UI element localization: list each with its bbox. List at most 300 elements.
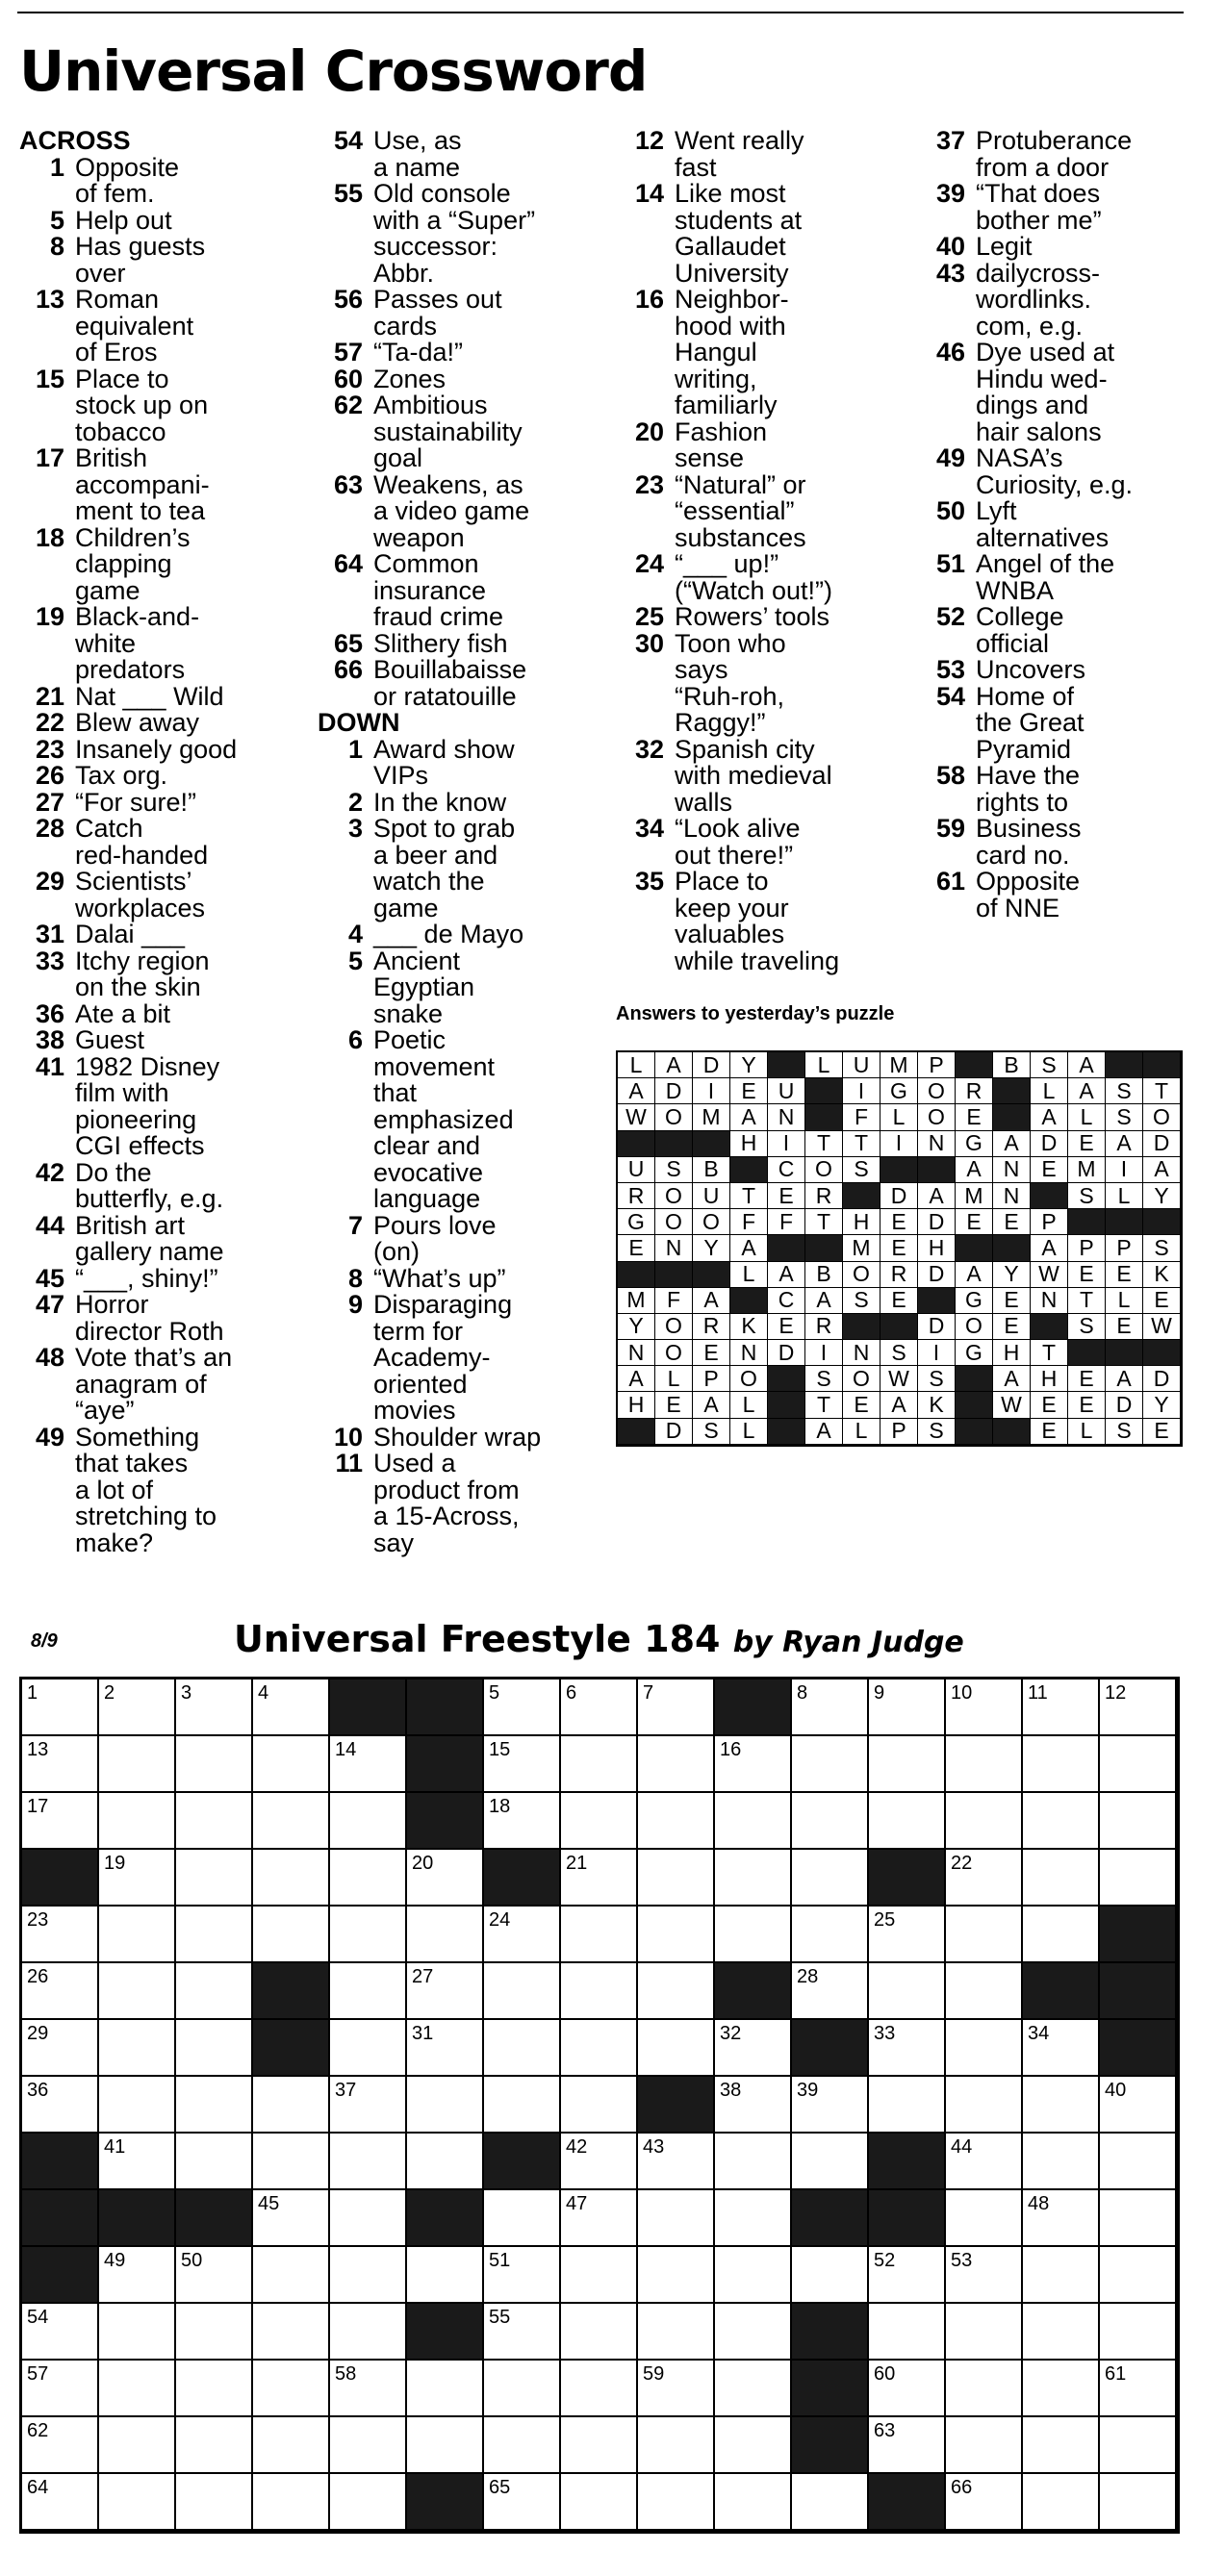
clue-number: 64 xyxy=(333,549,363,578)
clue-text: Bouillabaisse or ratatouille xyxy=(373,655,527,711)
clue-item xyxy=(920,445,1218,498)
clue-item xyxy=(19,710,318,737)
grid-cell[interactable] xyxy=(1023,2134,1100,2190)
across-heading: ACROSS xyxy=(19,126,131,155)
clue-number: 28 xyxy=(35,814,64,843)
grid-cell[interactable] xyxy=(792,2247,869,2304)
grid-cell[interactable] xyxy=(715,2304,792,2361)
cell-number: 60 xyxy=(874,2363,896,2385)
clue-text: Dye used at Hindu wed- dings and hair salons xyxy=(976,338,1115,446)
grid-cell[interactable] xyxy=(638,1963,715,2020)
answer-cell: M xyxy=(1068,1157,1106,1183)
clue-number: 34 xyxy=(634,814,664,843)
clue-text: Rowers’ tools xyxy=(675,602,830,631)
grid-cell[interactable] xyxy=(330,1850,407,1907)
clue-number: 36 xyxy=(35,998,64,1028)
grid-cell[interactable] xyxy=(1100,2077,1177,2134)
grid-cell[interactable] xyxy=(946,2304,1023,2361)
cell-number: 3 xyxy=(181,1682,192,1704)
grid-cell[interactable] xyxy=(1023,2474,1100,2531)
grid-cell[interactable] xyxy=(22,2474,99,2531)
clue-text: “What’s up” xyxy=(373,1263,506,1293)
grid-cell[interactable] xyxy=(253,1679,330,1736)
grid-cell[interactable] xyxy=(946,2134,1023,2190)
grid-cell[interactable] xyxy=(715,1907,792,1963)
answer-cell: N xyxy=(655,1235,693,1261)
grid-cell[interactable] xyxy=(484,2020,561,2077)
grid-cell[interactable] xyxy=(869,2247,946,2304)
grid-cell[interactable] xyxy=(407,1907,484,1963)
grid-cell[interactable] xyxy=(1100,2134,1177,2190)
grid-cell[interactable] xyxy=(253,1736,330,1793)
clue-item xyxy=(318,628,616,658)
grid-cell[interactable] xyxy=(330,1793,407,1850)
grid-cell[interactable] xyxy=(22,1736,99,1793)
grid-cell[interactable] xyxy=(176,2304,253,2361)
grid-cell[interactable] xyxy=(1023,1907,1100,1963)
answer-cell: E xyxy=(1143,1288,1181,1314)
grid-cell[interactable] xyxy=(715,1736,792,1793)
clue-number: 30 xyxy=(634,628,664,658)
grid-cell[interactable] xyxy=(792,2134,869,2190)
clue-number: 54 xyxy=(935,681,965,711)
answer-cell: D xyxy=(1143,1131,1181,1157)
grid-cell[interactable] xyxy=(869,1907,946,1963)
grid-cell[interactable] xyxy=(561,2417,638,2474)
grid-cell[interactable] xyxy=(1023,2247,1100,2304)
grid-cell[interactable] xyxy=(99,1850,176,1907)
clue-number: 51 xyxy=(935,549,965,578)
cell-number: 29 xyxy=(27,2023,49,2044)
grid-cell[interactable] xyxy=(330,1907,407,1963)
cell-number: 7 xyxy=(643,1682,654,1704)
grid-cell[interactable] xyxy=(330,2474,407,2531)
grid-cell[interactable] xyxy=(1100,2304,1177,2361)
grid-cell[interactable] xyxy=(715,2190,792,2247)
grid-cell[interactable] xyxy=(253,2247,330,2304)
grid-cell[interactable] xyxy=(869,1736,946,1793)
grid-cell[interactable] xyxy=(1100,2361,1177,2417)
clue-number: 20 xyxy=(634,417,664,446)
grid-cell[interactable] xyxy=(946,2190,1023,2247)
grid-cell[interactable] xyxy=(330,2247,407,2304)
answer-black-square xyxy=(993,1078,1031,1104)
grid-cell[interactable] xyxy=(176,2361,253,2417)
grid-cell[interactable] xyxy=(99,2474,176,2531)
grid-cell[interactable] xyxy=(1100,2247,1177,2304)
grid-cell[interactable] xyxy=(946,2020,1023,2077)
answer-cell: T xyxy=(1031,1340,1068,1366)
grid-cell[interactable] xyxy=(484,1963,561,2020)
grid-cell[interactable] xyxy=(407,2077,484,2134)
answer-black-square xyxy=(1143,1340,1181,1366)
grid-cell[interactable] xyxy=(561,2077,638,2134)
grid-cell[interactable] xyxy=(484,2417,561,2474)
grid-cell[interactable] xyxy=(715,2077,792,2134)
answer-cell: A xyxy=(956,1262,993,1288)
clue-item xyxy=(619,128,917,181)
grid-cell[interactable] xyxy=(407,2020,484,2077)
clue-text: “For sure!” xyxy=(75,787,197,817)
answer-cell: L xyxy=(655,1366,693,1392)
grid-cell[interactable] xyxy=(1100,2474,1177,2531)
answer-black-square xyxy=(1106,1052,1143,1078)
answer-cell: S xyxy=(918,1366,956,1392)
grid-cell[interactable] xyxy=(869,1679,946,1736)
clue-number: 42 xyxy=(35,1157,64,1187)
grid-cell[interactable] xyxy=(22,1793,99,1850)
clue-text: Place to stock up on tobacco xyxy=(75,364,209,446)
grid-cell[interactable] xyxy=(176,1793,253,1850)
grid-cell[interactable] xyxy=(176,1963,253,2020)
grid-cell[interactable] xyxy=(99,2247,176,2304)
grid-cell[interactable] xyxy=(638,2304,715,2361)
clue-item xyxy=(318,1292,616,1425)
grid-cell[interactable] xyxy=(638,2247,715,2304)
grid-cell[interactable] xyxy=(792,1736,869,1793)
grid-cell[interactable] xyxy=(1023,2304,1100,2361)
cell-number: 28 xyxy=(797,1966,819,1987)
grid-cell[interactable] xyxy=(561,1736,638,1793)
grid-cell[interactable] xyxy=(638,2474,715,2531)
grid-cell[interactable] xyxy=(792,1963,869,2020)
grid-cell[interactable] xyxy=(946,2474,1023,2531)
grid-cell[interactable] xyxy=(792,1907,869,1963)
clue-number: 23 xyxy=(634,469,664,499)
grid-cell[interactable] xyxy=(561,2474,638,2531)
grid-cell[interactable] xyxy=(561,2247,638,2304)
grid-cell[interactable] xyxy=(946,1850,1023,1907)
grid-cell[interactable] xyxy=(99,2134,176,2190)
answer-black-square xyxy=(1031,1183,1068,1209)
grid-cell[interactable] xyxy=(715,2247,792,2304)
grid-cell[interactable] xyxy=(330,2020,407,2077)
grid-cell[interactable] xyxy=(253,2077,330,2134)
grid-cell[interactable] xyxy=(1023,1793,1100,1850)
clue-text: “Natural” or “essential” substances xyxy=(675,469,806,552)
clue-item xyxy=(920,340,1218,445)
grid-cell[interactable] xyxy=(869,2077,946,2134)
grid-cell[interactable] xyxy=(99,2020,176,2077)
grid-cell[interactable] xyxy=(253,1793,330,1850)
answer-black-square xyxy=(956,1235,993,1261)
grid-cell[interactable] xyxy=(1023,2417,1100,2474)
grid-cell[interactable] xyxy=(946,2077,1023,2134)
answer-cell: T xyxy=(843,1131,880,1157)
clue-number: 9 xyxy=(347,1290,363,1319)
grid-cell[interactable] xyxy=(1100,1679,1177,1736)
grid-cell[interactable] xyxy=(407,2247,484,2304)
grid-cell[interactable] xyxy=(484,1793,561,1850)
grid-cell[interactable] xyxy=(638,1793,715,1850)
answer-cell: F xyxy=(730,1209,768,1235)
grid-cell[interactable] xyxy=(1023,2190,1100,2247)
answer-cell: E xyxy=(993,1314,1031,1340)
grid-cell[interactable] xyxy=(484,1679,561,1736)
grid-cell[interactable] xyxy=(561,1850,638,1907)
grid-cell[interactable] xyxy=(253,2304,330,2361)
grid-cell[interactable] xyxy=(176,1907,253,1963)
clue-text: “Look alive out there!” xyxy=(675,814,801,870)
clue-number: 13 xyxy=(35,285,64,314)
clue-item xyxy=(19,604,318,684)
answer-cell: M xyxy=(956,1183,993,1209)
grid-cell[interactable] xyxy=(638,1679,715,1736)
answer-cell: D xyxy=(693,1052,730,1078)
clue-number: 54 xyxy=(333,126,363,155)
grid-cell[interactable] xyxy=(176,2020,253,2077)
clue-column-2 xyxy=(318,128,616,1556)
grid-cell[interactable] xyxy=(176,2134,253,2190)
grid-cell[interactable] xyxy=(484,1736,561,1793)
answer-cell: A xyxy=(1068,1078,1106,1104)
grid-cell[interactable] xyxy=(253,2134,330,2190)
grid-cell[interactable] xyxy=(176,2474,253,2531)
grid-cell[interactable] xyxy=(484,2474,561,2531)
grid-cell[interactable] xyxy=(869,1793,946,1850)
grid-cell[interactable] xyxy=(1023,2077,1100,2134)
grid-cell[interactable] xyxy=(946,2247,1023,2304)
grid-cell[interactable] xyxy=(561,1679,638,1736)
grid-cell[interactable] xyxy=(99,1963,176,2020)
grid-cell[interactable] xyxy=(22,2020,99,2077)
answer-cell: O xyxy=(918,1104,956,1130)
clue-number: 7 xyxy=(347,1210,363,1240)
grid-cell[interactable] xyxy=(484,2304,561,2361)
grid-cell[interactable] xyxy=(638,2134,715,2190)
grid-cell[interactable] xyxy=(1023,2361,1100,2417)
grid-cell[interactable] xyxy=(1100,1793,1177,1850)
clue-item xyxy=(318,469,616,552)
grid-cell[interactable] xyxy=(946,1793,1023,1850)
cell-number: 11 xyxy=(1028,1682,1048,1704)
clue-number: 56 xyxy=(333,285,363,314)
black-square xyxy=(1100,1907,1177,1963)
black-square xyxy=(22,2247,99,2304)
grid-cell[interactable] xyxy=(792,2077,869,2134)
grid-cell[interactable] xyxy=(253,2361,330,2417)
answer-cell: D xyxy=(1143,1366,1181,1392)
answer-black-square xyxy=(768,1392,805,1418)
grid-cell[interactable] xyxy=(330,2134,407,2190)
grid-cell[interactable] xyxy=(22,2361,99,2417)
answer-cell: A xyxy=(1106,1366,1143,1392)
grid-cell[interactable] xyxy=(715,2417,792,2474)
grid-cell[interactable] xyxy=(99,2304,176,2361)
clue-number: 3 xyxy=(347,814,363,843)
black-square xyxy=(330,1679,407,1736)
grid-cell[interactable] xyxy=(1100,1736,1177,1793)
clue-item xyxy=(19,734,318,764)
answer-cell: E xyxy=(956,1104,993,1130)
grid-cell[interactable] xyxy=(946,2361,1023,2417)
clue-text: Uncovers xyxy=(976,655,1086,684)
grid-cell[interactable] xyxy=(561,2134,638,2190)
grid-cell[interactable] xyxy=(22,1679,99,1736)
grid-cell[interactable] xyxy=(638,2361,715,2417)
answer-cell: G xyxy=(956,1340,993,1366)
black-square xyxy=(869,2190,946,2247)
grid-cell[interactable] xyxy=(330,1736,407,1793)
grid-cell[interactable] xyxy=(407,2417,484,2474)
clue-item xyxy=(19,1345,318,1425)
grid-cell[interactable] xyxy=(1023,1850,1100,1907)
answer-cell: S xyxy=(843,1157,880,1183)
grid-cell[interactable] xyxy=(99,2361,176,2417)
clue-text: Dalai ___ xyxy=(75,920,186,948)
black-square xyxy=(99,2190,176,2247)
grid-cell[interactable] xyxy=(330,2190,407,2247)
clue-number: 46 xyxy=(935,338,965,366)
grid-cell[interactable] xyxy=(946,2417,1023,2474)
grid-cell[interactable] xyxy=(1023,1679,1100,1736)
grid-cell[interactable] xyxy=(638,1850,715,1907)
answer-cell: E xyxy=(880,1209,918,1235)
grid-cell[interactable] xyxy=(715,2474,792,2531)
grid-cell[interactable] xyxy=(1023,1736,1100,1793)
answer-cell: I xyxy=(843,1078,880,1104)
grid-cell[interactable] xyxy=(176,2247,253,2304)
grid-cell[interactable] xyxy=(330,2417,407,2474)
grid-cell[interactable] xyxy=(22,2304,99,2361)
grid-cell[interactable] xyxy=(99,1793,176,1850)
grid-cell[interactable] xyxy=(484,2077,561,2134)
grid-cell[interactable] xyxy=(99,1736,176,1793)
black-square xyxy=(176,2190,253,2247)
grid-cell[interactable] xyxy=(484,1907,561,1963)
grid-cell[interactable] xyxy=(330,2304,407,2361)
grid-cell[interactable] xyxy=(99,2417,176,2474)
grid-cell[interactable] xyxy=(561,2020,638,2077)
cell-number: 66 xyxy=(951,2477,973,2498)
grid-cell[interactable] xyxy=(561,1793,638,1850)
clue-text: Zones xyxy=(373,364,447,393)
grid-cell[interactable] xyxy=(792,1850,869,1907)
grid-cell[interactable] xyxy=(638,1736,715,1793)
clue-number: 14 xyxy=(634,179,664,208)
grid-cell[interactable] xyxy=(484,2190,561,2247)
answer-cell: L xyxy=(1106,1183,1143,1209)
grid-cell[interactable] xyxy=(715,1793,792,1850)
grid-cell[interactable] xyxy=(946,1963,1023,2020)
grid-cell[interactable] xyxy=(792,1793,869,1850)
answer-cell: E xyxy=(1031,1419,1068,1445)
clue-item xyxy=(318,734,616,790)
grid-cell[interactable] xyxy=(792,2474,869,2531)
clue-item xyxy=(318,657,616,710)
grid-cell[interactable] xyxy=(484,2361,561,2417)
grid-cell[interactable] xyxy=(176,2077,253,2134)
cell-number: 61 xyxy=(1105,2363,1127,2385)
grid-cell[interactable] xyxy=(22,2077,99,2134)
grid-cell[interactable] xyxy=(869,2417,946,2474)
clue-number: 40 xyxy=(935,232,965,261)
clue-number: 62 xyxy=(333,391,363,419)
grid-cell[interactable] xyxy=(176,1850,253,1907)
grid-cell[interactable] xyxy=(946,1736,1023,1793)
clue-item xyxy=(19,366,318,446)
grid-cell[interactable] xyxy=(484,2247,561,2304)
grid-cell[interactable] xyxy=(330,2361,407,2417)
grid-cell[interactable] xyxy=(715,1850,792,1907)
puzzle-byline: by Ryan Judge xyxy=(732,1626,964,1659)
grid-cell[interactable] xyxy=(22,1907,99,1963)
answer-cell: D xyxy=(1031,1131,1068,1157)
answer-cell: S xyxy=(1143,1235,1181,1261)
cell-number: 22 xyxy=(951,1853,973,1874)
grid-cell[interactable] xyxy=(715,2020,792,2077)
grid-cell[interactable] xyxy=(407,2361,484,2417)
grid-cell[interactable] xyxy=(561,2190,638,2247)
grid-cell[interactable] xyxy=(99,1679,176,1736)
grid-cell[interactable] xyxy=(253,2190,330,2247)
grid-cell[interactable] xyxy=(946,1679,1023,1736)
grid-cell[interactable] xyxy=(561,1963,638,2020)
grid-cell[interactable] xyxy=(99,1907,176,1963)
grid-cell[interactable] xyxy=(1023,2020,1100,2077)
answer-cell: N xyxy=(1031,1288,1068,1314)
answer-cell: G xyxy=(880,1078,918,1104)
grid-cell[interactable] xyxy=(330,1963,407,2020)
grid-cell[interactable] xyxy=(946,1907,1023,1963)
grid-cell[interactable] xyxy=(638,2020,715,2077)
grid-cell[interactable] xyxy=(176,2417,253,2474)
grid-cell[interactable] xyxy=(638,1907,715,1963)
clue-text: Ambitious sustainability goal xyxy=(373,391,523,472)
grid-cell[interactable] xyxy=(792,1679,869,1736)
grid-cell[interactable] xyxy=(561,2361,638,2417)
grid-cell[interactable] xyxy=(561,2304,638,2361)
grid-cell[interactable] xyxy=(869,2020,946,2077)
grid-cell[interactable] xyxy=(407,2134,484,2190)
grid-cell[interactable] xyxy=(22,1963,99,2020)
grid-cell[interactable] xyxy=(99,2077,176,2134)
grid-cell[interactable] xyxy=(22,2417,99,2474)
grid-cell[interactable] xyxy=(638,2417,715,2474)
grid-cell[interactable] xyxy=(1100,2190,1177,2247)
grid-cell[interactable] xyxy=(869,2304,946,2361)
cell-number: 2 xyxy=(104,1682,115,1704)
grid-cell[interactable] xyxy=(330,2077,407,2134)
cell-number: 55 xyxy=(489,2307,511,2328)
grid-cell[interactable] xyxy=(1100,2417,1177,2474)
grid-cell[interactable] xyxy=(253,1850,330,1907)
grid-cell[interactable] xyxy=(176,1679,253,1736)
grid-cell[interactable] xyxy=(176,1736,253,1793)
grid-cell[interactable] xyxy=(1100,1850,1177,1907)
grid-cell[interactable] xyxy=(407,1850,484,1907)
grid-cell[interactable] xyxy=(253,2417,330,2474)
answer-cell: S xyxy=(1106,1419,1143,1445)
clue-text: Toon who says “Ruh-roh, Raggy!” xyxy=(675,628,786,737)
clue-text: Protuberance from a door xyxy=(976,126,1133,182)
grid-cell[interactable] xyxy=(869,2361,946,2417)
grid-cell[interactable] xyxy=(715,2134,792,2190)
clue-number: 38 xyxy=(35,1025,64,1054)
answer-black-square xyxy=(993,1419,1031,1445)
grid-cell[interactable] xyxy=(561,1907,638,1963)
answer-cell: P xyxy=(1068,1235,1106,1261)
grid-cell[interactable] xyxy=(253,2474,330,2531)
grid-cell[interactable] xyxy=(407,1963,484,2020)
answer-cell: A xyxy=(956,1157,993,1183)
grid-cell[interactable] xyxy=(715,2361,792,2417)
grid-cell[interactable] xyxy=(253,1907,330,1963)
answer-cell: E xyxy=(843,1392,880,1418)
grid-cell[interactable] xyxy=(869,1963,946,2020)
cell-number: 14 xyxy=(335,1739,357,1760)
grid-cell[interactable] xyxy=(638,2190,715,2247)
